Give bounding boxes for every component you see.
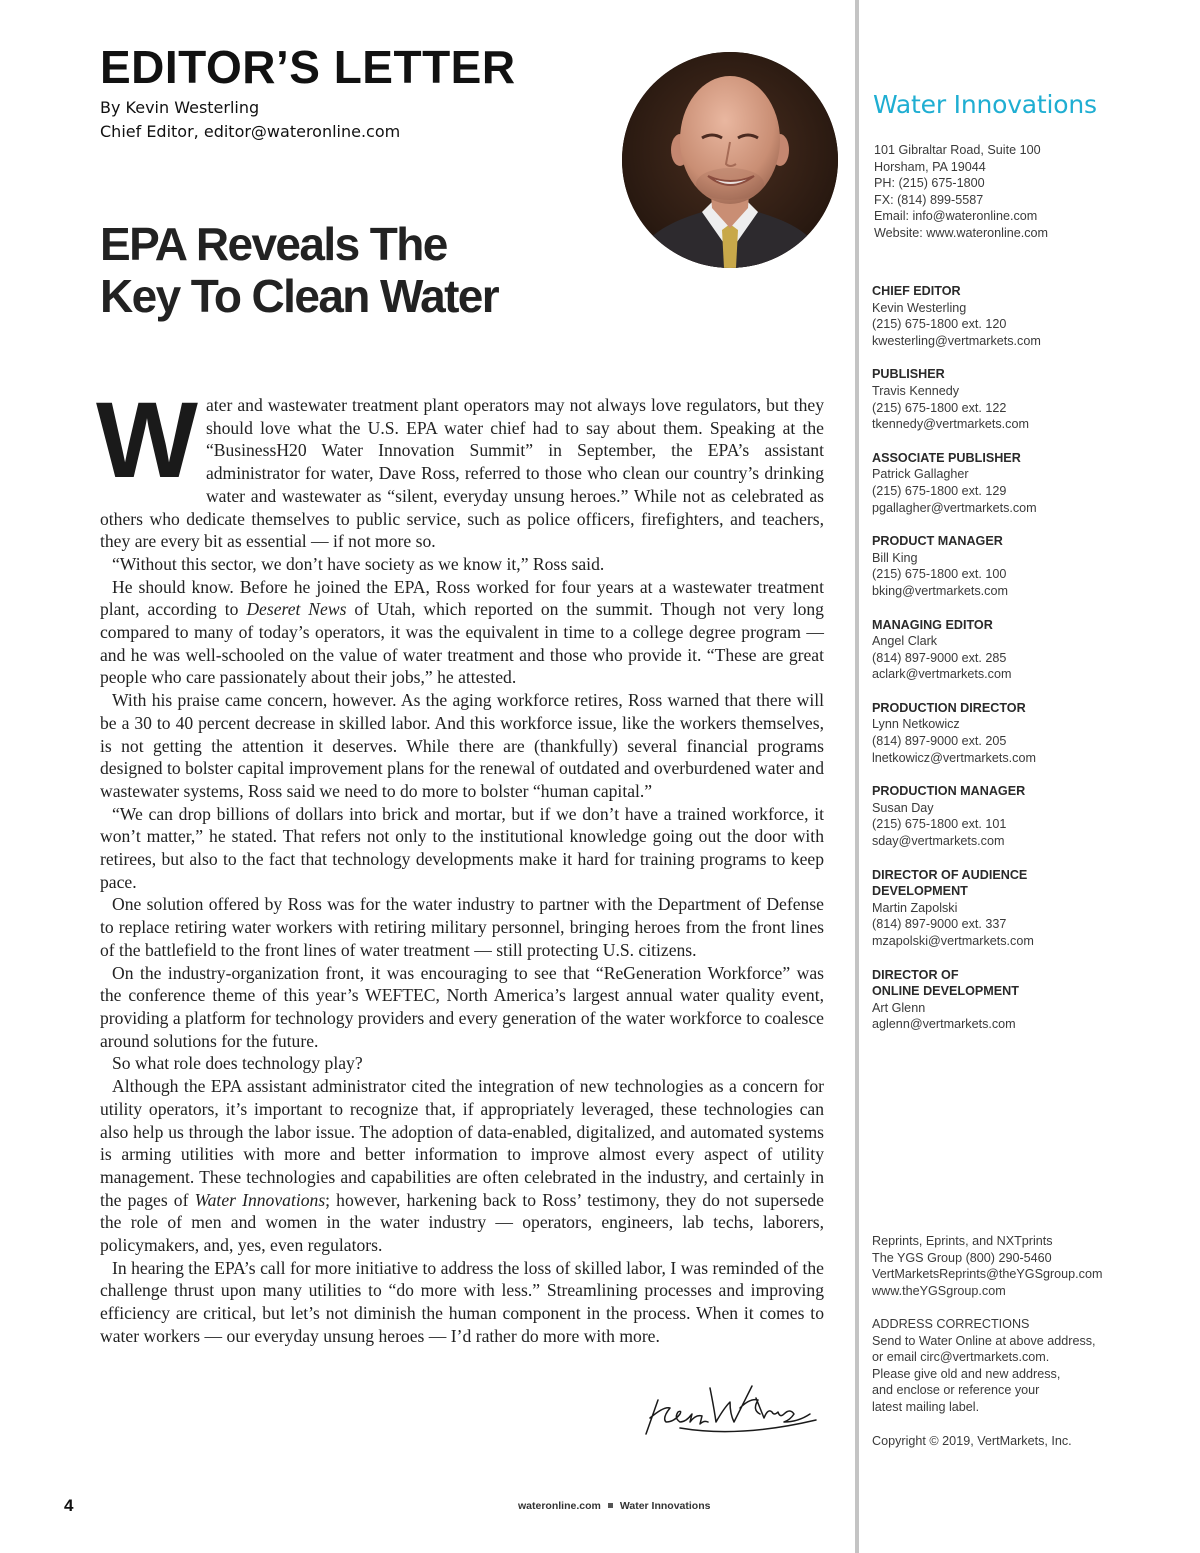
- footer-site: wateronline.com: [518, 1500, 601, 1512]
- author-role: Chief Editor, editor@wateronline.com: [100, 122, 401, 141]
- staff-entry: PRODUCTION DIRECTOR Lynn Netkowicz (814) 897-9000 ext. 205 lnetkowicz@vertmarkets.com: [872, 700, 1036, 765]
- staff-entry: DIRECTOR OF ONLINE DEVELOPMENT Art Glenn aglenn@vertmarkets.com: [872, 967, 1019, 1032]
- headline-line-1: EPA Reveals The: [100, 218, 447, 270]
- article-paragraph: One solution offered by Ross was for the water industry to partner with the Department of Defense to replace retiring water workers with retiring military personnel, bringing heroes from the front lines of the battlefield to the front lines of water treatment — still protecting U.S. citizens.: [100, 894, 824, 960]
- staff-list: [872, 283, 1112, 1050]
- article-headline: [100, 218, 580, 322]
- article-paragraph: On the industry-organization front, it was encouraging to see that “ReGeneration Workforce” was the conference theme of this year’s WEFTEC, North America’s largest annual water quality event, providing a platform for technology providers and every generation of the water workforce to coalesce around solutions for the future.: [100, 962, 824, 1051]
- article-paragraph: With his praise came concern, however. As the aging workforce retires, Ross warned that there will be a 30 to 40 percent decrease in skilled labor. And this workforce issue, like the workers themselves, is not getting the attention it deserves. While there are (thankfully) several financial programs designed to bolster capital improvement plans for the renewal of outdated and overburdened water and wastewater systems, Ross said we need to do more to bolster “human capital.”: [100, 690, 824, 801]
- drop-cap: W: [96, 379, 198, 500]
- staff-entry: CHIEF EDITOR Kevin Westerling (215) 675-1800 ext. 120 kwesterling@vertmarkets.com: [872, 284, 1041, 348]
- footer-separator-icon: [608, 1503, 613, 1508]
- article-paragraph: So what role does technology play?: [112, 1053, 363, 1074]
- article-paragraph: Water and wastewater treatment plant operators may not always love regulators, but they should love what the U.S. EPA water chief had to say about them. Speaking at the “BusinessH20 Water Innovation Summit” in September, the EPA’s assistant administrator for water, Dave Ross, referred to those who clean our country’s drinking water and wastewater as “silent, everyday unsung heroes.” While not as celebrated as others who dedicate themselves to public service, such as police officers, firefighters, and teachers, they are every bit as essential — if not more so.: [96, 379, 824, 552]
- article-paragraph: He should know. Before he joined the EPA, Ross worked for four years at a wastewater treatment plant, according to Deseret News of Utah, which reported on the summit. Though not very long compared to many of today’s operators, it was the equivalent in time to a college degree program — and he was well-schooled on the value of water treatment and those who provide it. “These are great people who care passionately about their jobs,” he attested.: [100, 576, 824, 688]
- staff-entry: PRODUCTION MANAGER Susan Day (215) 675-1800 ext. 101 sday@vertmarkets.com: [872, 784, 1026, 849]
- article-paragraph: In hearing the EPA’s call for more initiative to address the loss of skilled labor, I was reminded of the challenge thrust upon many utilities to “do more with less.” Streamlining processes and improving efficiency are critical, but let’s not diminish the human component in the process. When it comes to water workers — our everyday unsung heroes — I’d rather do more with more.: [100, 1257, 824, 1346]
- staff-entry: MANAGING EDITOR Angel Clark (814) 897-9000 ext. 285 aclark@vertmarkets.com: [872, 617, 1012, 682]
- staff-entry: PUBLISHER Travis Kennedy (215) 675-1800 ext. 122 tkennedy@vertmarkets.com: [872, 367, 1029, 432]
- reprints-info: Reprints, Eprints, and NXTprints The YGS Group (800) 290-5460 VertMarketsReprints@theYGSgroup.com www.theYGSgroup.com: [872, 1234, 1103, 1298]
- copyright-notice: Copyright © 2019, VertMarkets, Inc.: [872, 1434, 1072, 1448]
- publication-name: Deseret News: [246, 599, 347, 620]
- staff-entry: ASSOCIATE PUBLISHER Patrick Gallagher (215) 675-1800 ext. 129 pgallagher@vertmarkets.com: [872, 450, 1037, 515]
- editor-signature: [640, 1378, 820, 1440]
- article-paragraph: “We can drop billions of dollars into brick and mortar, but if we don’t have a trained workforce, it won’t matter,” he stated. That refers not only to the institutional knowledge going out the door with retirees, but also to the fact that technology developments make it hard for training programs to keep pace.: [100, 803, 824, 892]
- section-title: EDITOR’S LETTER: [100, 41, 516, 93]
- address-corrections: ADDRESS CORRECTIONS Send to Water Online at above address, or email circ@vertmarkets.com. Please give old and new address, and enclose or reference your latest mailing label.: [872, 1317, 1096, 1414]
- publisher-address: 101 Gibraltar Road, Suite 100 Horsham, PA 19044 PH: (215) 675-1800 FX: (814) 899-5587 Email: info@wateronline.com Website: www.wateronline.com: [874, 143, 1049, 240]
- footer-credit: [518, 1500, 710, 1512]
- author-portrait: [622, 52, 838, 268]
- sidebar-divider: [855, 0, 859, 1553]
- headline-line-2: Key To Clean Water: [100, 270, 499, 322]
- article-paragraph: Although the EPA assistant administrator cited the integration of new technologies as a concern for utility operators, it’s important to recognize that, if appropriately leveraged, these technologies can also help us through the labor issue. The adoption of data-enabled, digitalized, and automated systems is arming utilities with more and better information to improve almost every aspect of utility management. These technologies and capabilities are often celebrated in the industry, and certainly in the pages of Water Innovations; however, harkening back to Ross’ testimony, they do not supersede the role of men and women in the water industry — operators, engineers, lab techs, laborers, policymakers, and, yes, even regulators.: [100, 1076, 824, 1256]
- portrait-illustration: [622, 52, 838, 268]
- brand-logo: Water Innovations: [873, 90, 1097, 119]
- page-number: 4: [64, 1496, 74, 1515]
- staff-entry: PRODUCT MANAGER Bill King (215) 675-1800 ext. 100 bking@vertmarkets.com: [872, 534, 1008, 598]
- publication-name: Water Innovations: [194, 1189, 326, 1210]
- article-body: [96, 379, 824, 1348]
- staff-entry: DIRECTOR OF AUDIENCE DEVELOPMENT Martin Zapolski (814) 897-9000 ext. 337 mzapolski@vertmarkets.com: [872, 867, 1034, 948]
- footer-publication: Water Innovations: [619, 1500, 711, 1512]
- byline: [100, 96, 400, 144]
- article-paragraph: “Without this sector, we don’t have society as we know it,” Ross said.: [112, 553, 605, 574]
- author-line: By Kevin Westerling: [100, 98, 260, 117]
